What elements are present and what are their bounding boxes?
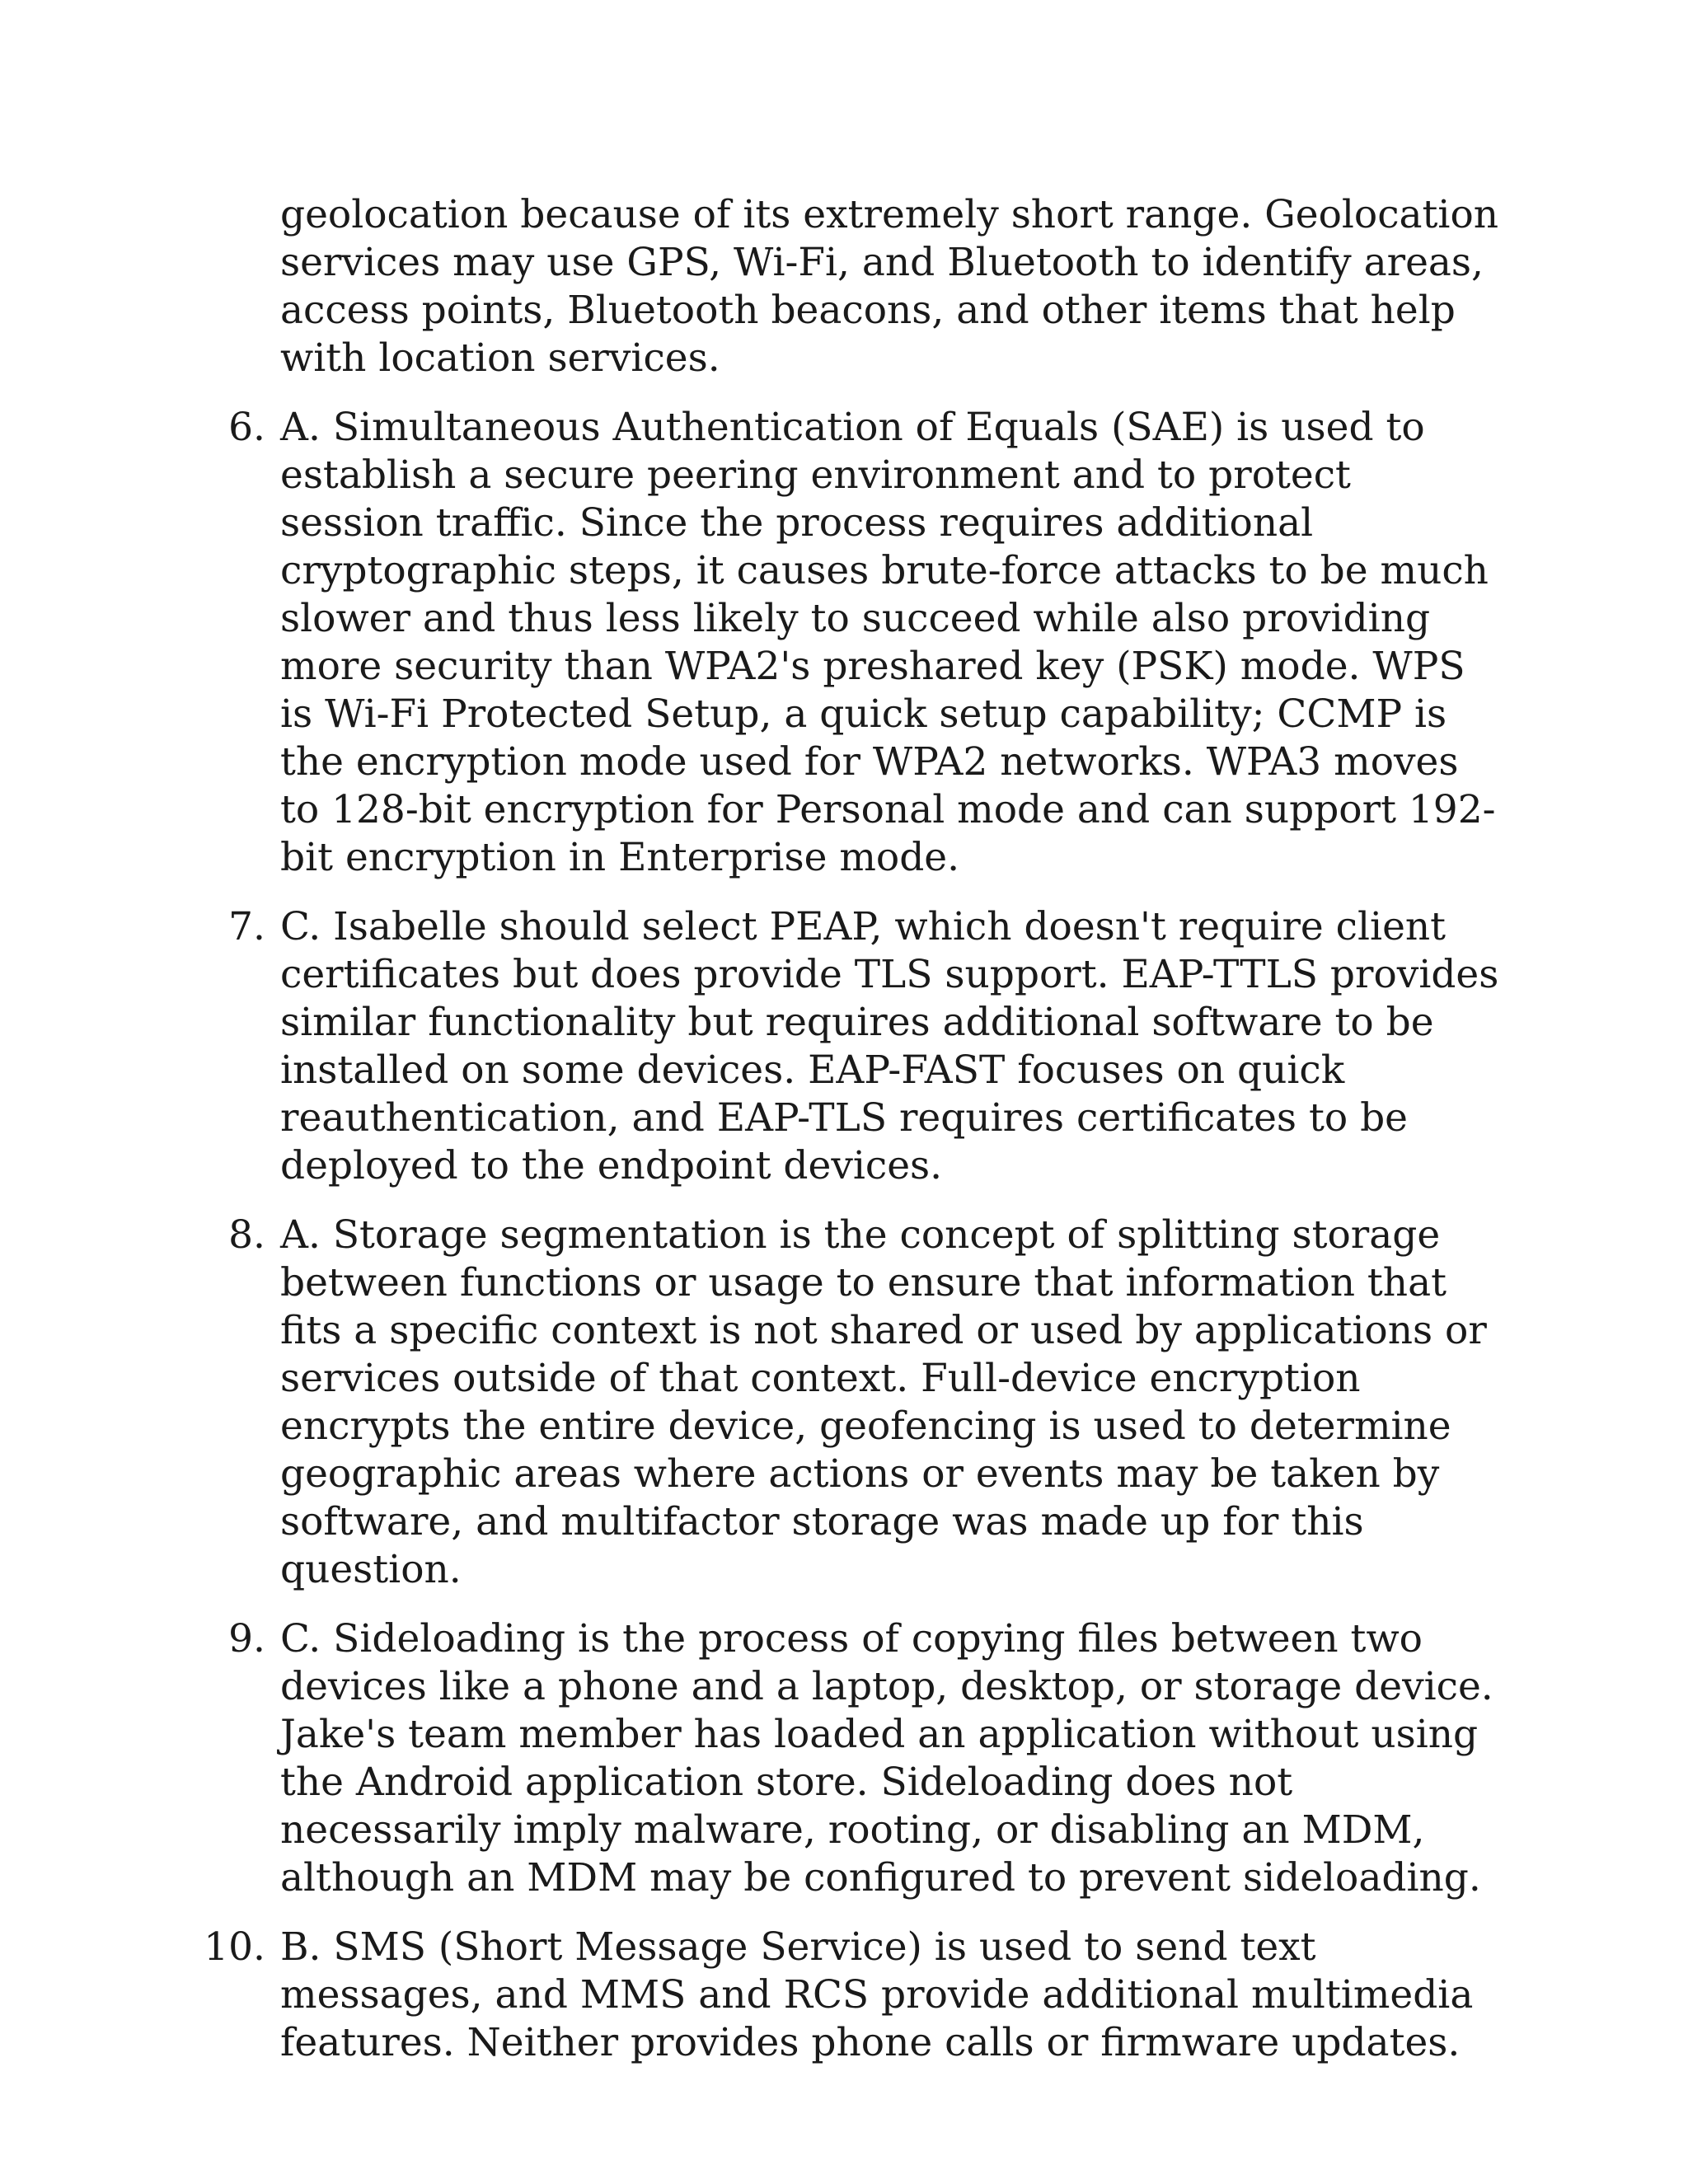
answer-item-7 [228,903,1500,1190]
answer-number: 6. [228,405,265,450]
answer-item-10 [204,1924,1500,2067]
answer-text: A. Simultaneous Authentication of Equals (SAE) is used to establish a secure peering environment and to protect session traffic. Since the process requires additional cryptographic steps, it causes brute-force attacks to be much slower and thus less likely to succeed while also providing more security than WPA2's preshared key (PSK) mode. WPS is Wi-Fi Protected Setup, a quick setup capability; CCMP is the encryption mode used for WPA2 networks. WPA3 moves to 128-bit encryption for Personal mode and can support 192-bit encryption in Enterprise mode. [280,405,1496,880]
answer-number: 8. [228,1212,265,1258]
answer-text: C. Isabelle should select PEAP, which doesn't require client certificates but does provide TLS support. EAP-TTLS provides similar functionality but requires additional software to be installed on some devices. EAP-FAST focuses on quick reauthentication, and EAP-TLS requires certificates to be deployed to the endpoint devices. [280,904,1499,1188]
answer-number: 9. [228,1616,265,1661]
continued-answer-5 [280,191,1500,382]
answer-text: C. Sideloading is the process of copying files between two devices like a phone and a laptop, desktop, or storage device. Jake's team member has loaded an application without using the Android application store. Sideloading does not necessarily imply malware, rooting, or disabling an MDM, although an MDM may be configured to prevent sideloading. [280,1616,1493,1900]
answer-item-9 [228,1615,1500,1902]
answer-text: B. SMS (Short Message Service) is used to send text messages, and MMS and RCS provide additional multimedia features. Neither provides phone calls or firmware updates. [280,1924,1474,2065]
continuation-text: geolocation because of its extremely short range. Geolocation services may use GPS, Wi-Fi, and Bluetooth to identify areas, access points, Bluetooth beacons, and other items that help with location services. [280,192,1499,381]
answer-item-8 [228,1212,1500,1594]
answer-text: A. Storage segmentation is the concept of splitting storage between functions or usage to ensure that information that fits a specific context is not shared or used by applications or services outside of that context. Full-device encryption encrypts the entire device, geofencing is used to determine geographic areas where actions or events may be taken by software, and multifactor storage was made up for this question. [280,1212,1487,1592]
answer-number: 7. [228,904,265,949]
answer-item-6 [228,404,1500,882]
answer-list [204,191,1500,2088]
answer-number: 10. [204,1924,265,1970]
